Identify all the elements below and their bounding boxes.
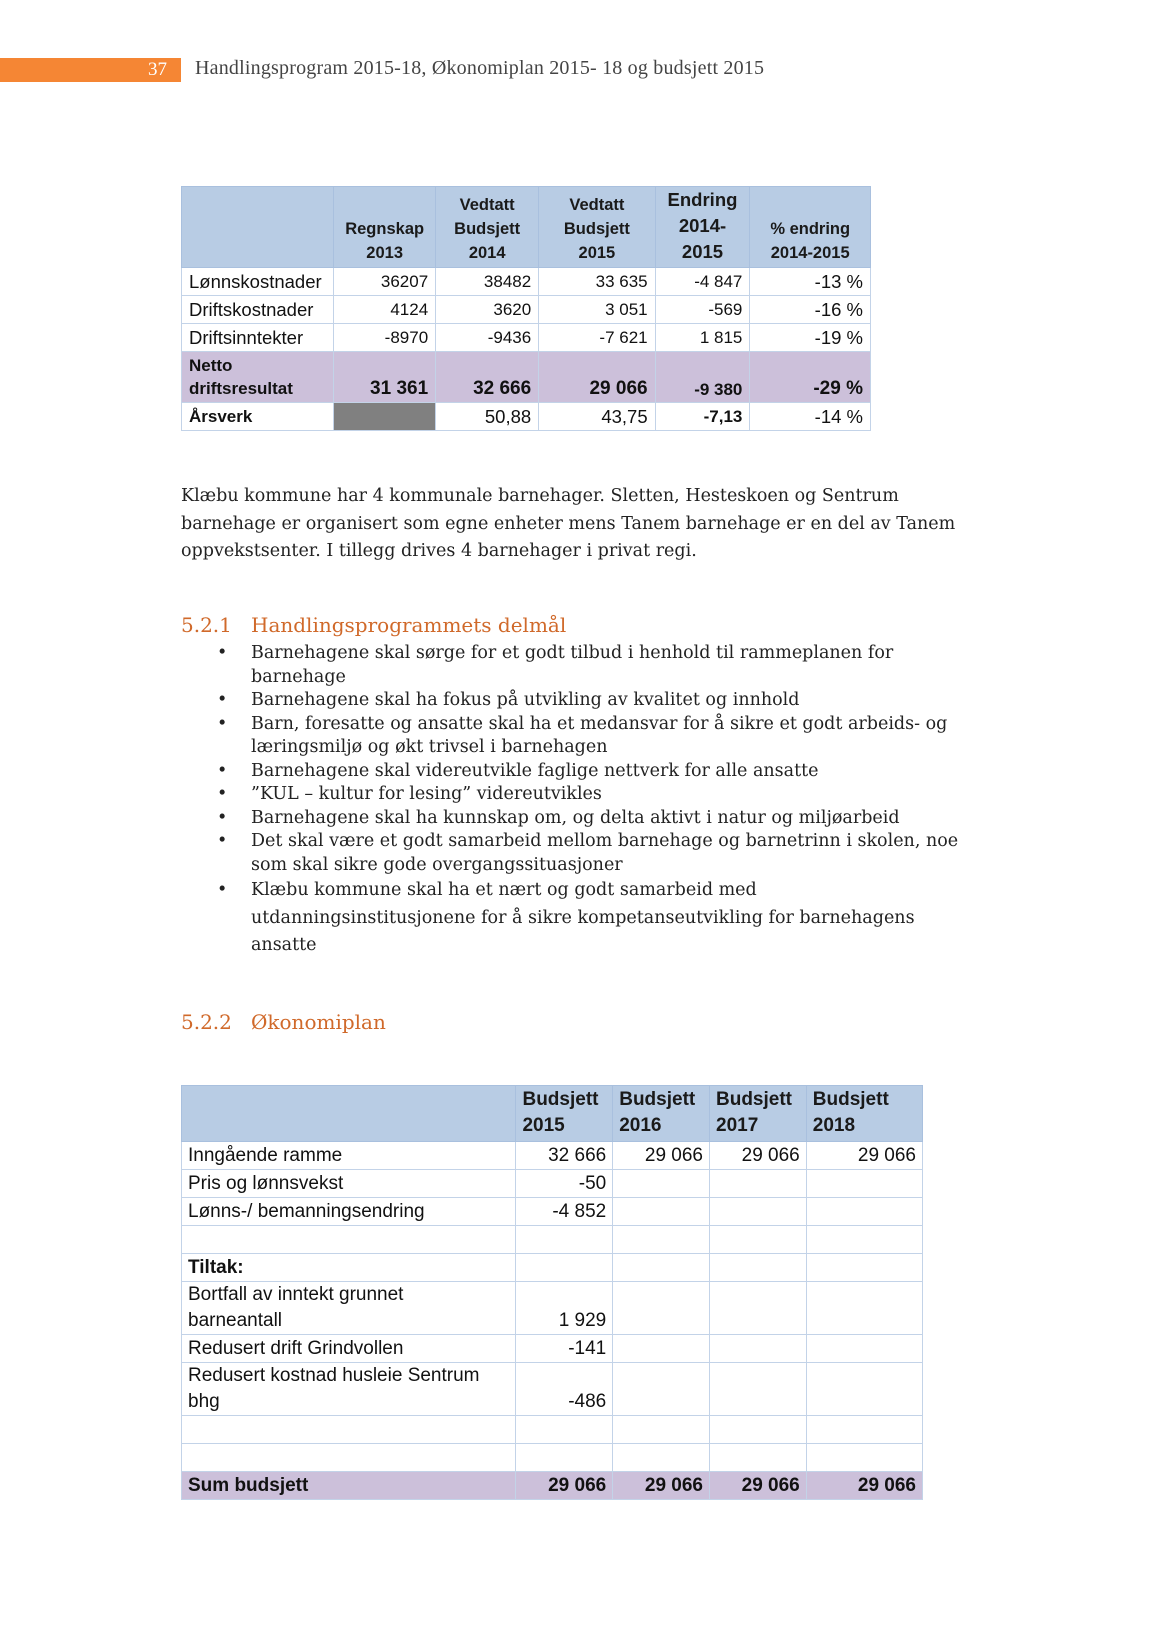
row-label: Årsverk bbox=[182, 403, 334, 431]
cell bbox=[806, 1416, 922, 1444]
cell: 4124 bbox=[334, 296, 436, 324]
cell bbox=[516, 1444, 613, 1472]
cell: 1 815 bbox=[655, 324, 750, 352]
cell bbox=[710, 1254, 807, 1282]
running-header-title: Handlingsprogram 2015-18, Økonomiplan 2015- 18 og budsjett 2015 bbox=[195, 57, 765, 79]
paragraph-line: barnehage er organisert som egne enheter mens Tanem barnehage er en del av Tanem bbox=[181, 513, 956, 534]
cell: 29 066 bbox=[806, 1142, 922, 1170]
cell bbox=[806, 1444, 922, 1472]
cell: 29 066 bbox=[539, 352, 655, 403]
summary-table bbox=[181, 186, 871, 431]
row-label: Netto driftsresultat bbox=[182, 352, 334, 403]
cell: 33 635 bbox=[539, 268, 655, 296]
cell: 29 066 bbox=[613, 1472, 710, 1500]
cell: -19 % bbox=[750, 324, 871, 352]
row-label: Redusert kostnad husleie Sentrum bhg bbox=[182, 1363, 516, 1416]
cell: 43,75 bbox=[539, 403, 655, 431]
header-vedtatt-2014: Vedtatt Budsjett 2014 bbox=[436, 187, 539, 268]
header-endring: Endring 2014- 2015 bbox=[655, 187, 750, 268]
cell bbox=[806, 1335, 922, 1363]
table-row bbox=[182, 1198, 923, 1226]
cell bbox=[710, 1282, 807, 1335]
cell bbox=[613, 1198, 710, 1226]
cell bbox=[806, 1170, 922, 1198]
table-row bbox=[182, 324, 871, 352]
cell: 1 929 bbox=[516, 1282, 613, 1335]
cell: -7,13 bbox=[655, 403, 750, 431]
section-number: 5.2.2 bbox=[181, 1010, 232, 1034]
table-header-row bbox=[182, 187, 871, 268]
list-item: • ”KUL – kultur for lesing” videreutvikles bbox=[181, 783, 981, 807]
list-item: • Klæbu kommune skal ha et nært og godt samarbeid med utdanningsinstitusjonene for å sikre kompetanseutvikling for barnehagens ansatte bbox=[181, 877, 981, 960]
table-row bbox=[182, 1363, 923, 1416]
cell bbox=[806, 1198, 922, 1226]
bullet-icon: • bbox=[217, 643, 228, 663]
header-pct-endring: % endring 2014-2015 bbox=[750, 187, 871, 268]
cell: -50 bbox=[516, 1170, 613, 1198]
row-label: Lønns-/ bemanningsendring bbox=[182, 1198, 516, 1226]
table-row-tiltak bbox=[182, 1254, 923, 1282]
cell bbox=[182, 1416, 516, 1444]
list-item: • Barnehagene skal sørge for et godt tilbud i henhold til rammeplanen for barnehage bbox=[217, 643, 894, 687]
cell: -4 847 bbox=[655, 268, 750, 296]
cell: -9436 bbox=[436, 324, 539, 352]
header-cell-empty bbox=[182, 187, 334, 268]
cell: 38482 bbox=[436, 268, 539, 296]
list-item: • Barnehagene skal videreutvikle faglige nettverk for alle ansatte bbox=[181, 760, 981, 784]
cell: 29 066 bbox=[613, 1142, 710, 1170]
table-row-sum-budsjett bbox=[182, 1472, 923, 1500]
table-row-empty bbox=[182, 1444, 923, 1472]
cell: -8970 bbox=[334, 324, 436, 352]
section-number: 5.2.1 bbox=[181, 613, 232, 637]
section-title: Handlingsprogrammets delmål bbox=[251, 613, 567, 637]
row-label: Tiltak: bbox=[182, 1254, 516, 1282]
cell bbox=[613, 1226, 710, 1254]
table-row bbox=[182, 1170, 923, 1198]
cell bbox=[613, 1444, 710, 1472]
cell bbox=[182, 1226, 516, 1254]
page-number-bar bbox=[0, 58, 181, 82]
table-row bbox=[182, 268, 871, 296]
row-label: Lønnskostnader bbox=[182, 268, 334, 296]
cell: 29 066 bbox=[710, 1472, 807, 1500]
cell bbox=[613, 1170, 710, 1198]
row-label: Inngående ramme bbox=[182, 1142, 516, 1170]
cell: 32 666 bbox=[436, 352, 539, 403]
cell: -141 bbox=[516, 1335, 613, 1363]
cell bbox=[806, 1282, 922, 1335]
cell: -486 bbox=[516, 1363, 613, 1416]
table-row bbox=[182, 1282, 923, 1335]
row-label: Driftsinntekter bbox=[182, 324, 334, 352]
list-item: • Barn, foresatte og ansatte skal ha et medansvar for å sikre et godt arbeids- og læringsmiljø og økt trivsel i barnehagen bbox=[217, 713, 948, 757]
list-item: • Barnehagene skal ha kunnskap om, og delta aktivt i natur og miljøarbeid bbox=[181, 807, 981, 831]
paragraph-line: Klæbu kommune har 4 kommunale barnehager. Sletten, Hesteskoen og Sentrum bbox=[181, 486, 899, 506]
cell bbox=[710, 1198, 807, 1226]
table-row bbox=[182, 1335, 923, 1363]
header-budsjett-2018: Budsjett 2018 bbox=[806, 1086, 922, 1142]
bullet-icon: • bbox=[217, 831, 228, 851]
cell: 29 066 bbox=[710, 1142, 807, 1170]
bullet-icon: • bbox=[217, 784, 228, 804]
section-heading-522 bbox=[181, 1010, 386, 1034]
cell bbox=[710, 1444, 807, 1472]
section-title: Økonomiplan bbox=[251, 1010, 386, 1034]
cell: -29 % bbox=[750, 352, 871, 403]
bullet-icon: • bbox=[217, 690, 228, 710]
cell-greyed-out bbox=[334, 403, 436, 431]
cell: 31 361 bbox=[334, 352, 436, 403]
header-vedtatt-2015: Vedtatt Budsjett 2015 bbox=[539, 187, 655, 268]
list-item: • Det skal være et godt samarbeid mellom barnehage og barnetrinn i skolen, noe som skal sikre gode overgangssituasjoner bbox=[217, 831, 959, 875]
cell: -569 bbox=[655, 296, 750, 324]
bullet-icon: • bbox=[217, 760, 228, 781]
cell bbox=[613, 1416, 710, 1444]
cell: 32 666 bbox=[516, 1142, 613, 1170]
table-row-empty bbox=[182, 1416, 923, 1444]
cell bbox=[710, 1335, 807, 1363]
page-number: 37 bbox=[148, 59, 167, 80]
table-row-empty bbox=[182, 1226, 923, 1254]
cell bbox=[710, 1363, 807, 1416]
cell bbox=[613, 1335, 710, 1363]
cell: 3620 bbox=[436, 296, 539, 324]
cell: 50,88 bbox=[436, 403, 539, 431]
cell: -9 380 bbox=[655, 352, 750, 403]
bullet-icon: • bbox=[217, 807, 228, 828]
header-regnskap-2013: Regnskap 2013 bbox=[334, 187, 436, 268]
cell bbox=[613, 1254, 710, 1282]
cell: -14 % bbox=[750, 403, 871, 431]
cell: 29 066 bbox=[806, 1472, 922, 1500]
section-heading-521 bbox=[181, 613, 566, 637]
cell bbox=[516, 1226, 613, 1254]
row-label: Sum budsjett bbox=[182, 1472, 516, 1500]
header-budsjett-2015: Budsjett 2015 bbox=[516, 1086, 613, 1142]
row-label: Pris og lønnsvekst bbox=[182, 1170, 516, 1198]
cell: -16 % bbox=[750, 296, 871, 324]
bullet-icon: • bbox=[217, 713, 228, 734]
header-budsjett-2017: Budsjett 2017 bbox=[710, 1086, 807, 1142]
goals-list bbox=[181, 642, 981, 960]
cell bbox=[806, 1254, 922, 1282]
cell bbox=[710, 1416, 807, 1444]
cell: 3 051 bbox=[539, 296, 655, 324]
table-header-row bbox=[182, 1086, 923, 1142]
cell bbox=[806, 1363, 922, 1416]
bullet-icon: • bbox=[217, 880, 228, 900]
table-row bbox=[182, 1142, 923, 1170]
cell bbox=[806, 1226, 922, 1254]
cell bbox=[516, 1416, 613, 1444]
list-item: • Barnehagene skal ha fokus på utvikling av kvalitet og innhold bbox=[181, 689, 981, 713]
cell bbox=[182, 1444, 516, 1472]
row-label: Bortfall av inntekt grunnet barneantall bbox=[182, 1282, 516, 1335]
cell bbox=[613, 1363, 710, 1416]
header-cell-empty bbox=[182, 1086, 516, 1142]
cell: 36207 bbox=[334, 268, 436, 296]
cell bbox=[613, 1282, 710, 1335]
header-budsjett-2016: Budsjett 2016 bbox=[613, 1086, 710, 1142]
table-row-arsverk bbox=[182, 403, 871, 431]
budget-table bbox=[181, 1085, 923, 1500]
row-label: Driftskostnader bbox=[182, 296, 334, 324]
table-row bbox=[182, 296, 871, 324]
cell bbox=[516, 1254, 613, 1282]
intro-paragraph bbox=[181, 483, 981, 566]
cell: 29 066 bbox=[516, 1472, 613, 1500]
table-row-netto-driftsresultat bbox=[182, 352, 871, 403]
paragraph-line: oppvekstsenter. I tillegg drives 4 barnehager i privat regi. bbox=[181, 541, 697, 561]
cell bbox=[710, 1170, 807, 1198]
cell: -13 % bbox=[750, 268, 871, 296]
cell: -4 852 bbox=[516, 1198, 613, 1226]
cell: -7 621 bbox=[539, 324, 655, 352]
cell bbox=[710, 1226, 807, 1254]
row-label: Redusert drift Grindvollen bbox=[182, 1335, 516, 1363]
